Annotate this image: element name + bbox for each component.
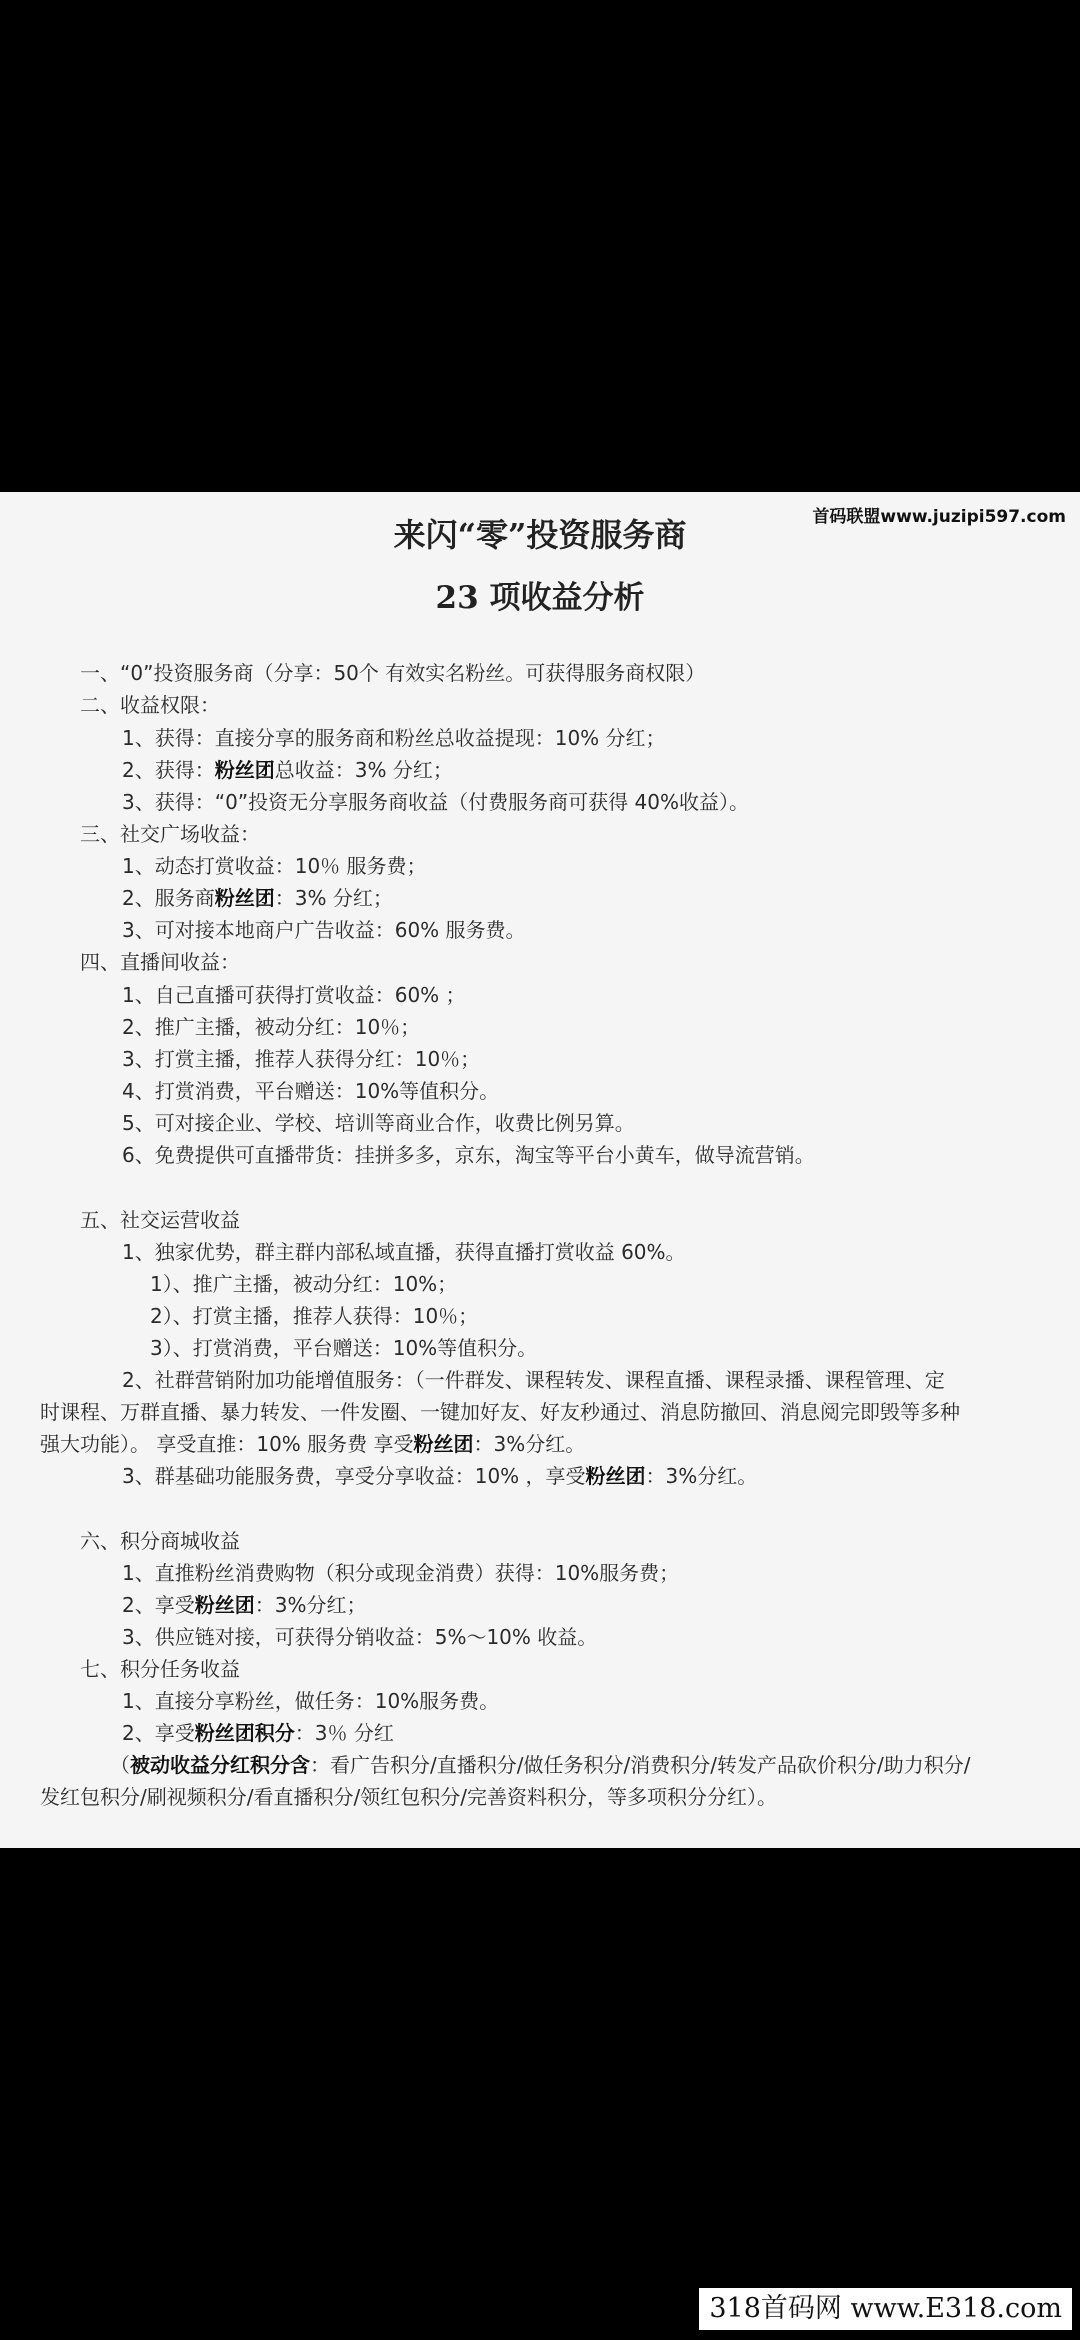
- text-segment: 2）、打赏主播，推荐人获得：10％；: [150, 1304, 479, 1328]
- text-segment: 六、积分商城收益: [80, 1529, 240, 1553]
- bold-text: 粉丝团: [413, 1432, 474, 1456]
- document-title: 来闪“零”投资服务商: [393, 516, 687, 554]
- text-segment: 1、获得：直接分享的服务商和粉丝总收益提现：10% 分红；: [122, 726, 666, 750]
- text-line: [122, 1238, 686, 1266]
- text-segment: 2、享受: [122, 1593, 195, 1617]
- document-image: [0, 492, 1080, 1848]
- text-segment: 1、独家优势，群主群内部私域直播，获得直播打赏收益 60%。: [122, 1240, 686, 1264]
- text-segment: 2、享受: [122, 1721, 195, 1745]
- text-line: [80, 1655, 240, 1683]
- text-line: [80, 948, 240, 976]
- text-line: [122, 884, 393, 912]
- top-black-area: [0, 0, 1080, 492]
- text-segment: 4、打赏消费，平台赠送：10%等值积分。: [122, 1079, 500, 1103]
- text-line: [122, 981, 466, 1009]
- bold-text: 粉丝团: [214, 758, 275, 782]
- text-segment: 发红包积分/刷视频积分/看直播积分/领红包积分/完善资料积分，等多项积分分红）。: [40, 1785, 777, 1809]
- text-segment: 6、免费提供可直播带货：挂拼多多，京东，淘宝等平台小黄车，做导流营销。: [122, 1143, 815, 1167]
- document-subtitle: 23 项收益分析: [435, 580, 645, 616]
- text-line: [122, 1013, 420, 1041]
- bottom-black-area: [0, 1848, 1080, 2340]
- text-segment: 1、动态打赏收益：10％ 服务费；: [122, 854, 427, 878]
- bold-text: 粉丝团积分: [194, 1721, 295, 1745]
- top-watermark: 首码联盟www.juzipi597.com: [812, 507, 1066, 527]
- text-line: [122, 1045, 480, 1073]
- text-segment: 2、社群营销附加功能增值服务：（一件群发、课程转发、课程直播、课程录播、课程管理、定: [122, 1368, 945, 1392]
- text-segment: 3、供应链对接，可获得分销收益：5%～10% 收益。: [122, 1625, 598, 1649]
- text-segment: ：3%分红。: [645, 1464, 758, 1488]
- text-segment: ：看广告积分/直播积分/做任务积分/消费积分/转发产品砍价积分/助力积分/: [310, 1753, 971, 1777]
- text-segment: 5、可对接企业、学校、培训等商业合作，收费比例另算。: [122, 1111, 635, 1135]
- text-segment: 三、社交广场收益：: [80, 822, 260, 846]
- text-line: [80, 1527, 240, 1555]
- text-segment: 3、群基础功能服务费，享受分享收益：10% ，享受: [122, 1464, 586, 1488]
- text-segment: ：3%分红；: [254, 1593, 367, 1617]
- text-line: [150, 1302, 478, 1330]
- text-line: [122, 1141, 815, 1169]
- text-segment: ：3% 分红；: [274, 886, 393, 910]
- text-line: [122, 1591, 366, 1619]
- text-segment: ：3％ 分红: [294, 1721, 394, 1745]
- text-segment: 1、直推粉丝消费购物（积分或现金消费）获得：10%服务费；: [122, 1561, 680, 1585]
- text-line: [122, 1559, 679, 1587]
- text-line: [150, 1270, 457, 1298]
- text-segment: 3、获得：“0”投资无分享服务商收益（付费服务商可获得 40%收益）。: [122, 790, 749, 814]
- bottom-watermark: 318首码网 www.E318.com: [699, 2288, 1072, 2330]
- text-segment: 1）、推广主播，被动分红：10%；: [150, 1272, 458, 1296]
- bold-text: 被动收益分红积分含: [130, 1753, 310, 1777]
- text-segment: 二、收益权限：: [80, 693, 220, 717]
- text-segment: 2、获得：: [122, 758, 215, 782]
- text-line: [122, 788, 749, 816]
- bold-text: 粉丝团: [585, 1464, 646, 1488]
- text-line: [80, 659, 705, 687]
- text-segment: 1、直接分享粉丝，做任务：10%服务费。: [122, 1689, 500, 1713]
- bold-text: 粉丝团: [194, 1593, 255, 1617]
- text-line: [40, 1430, 585, 1458]
- text-segment: 七、积分任务收益: [80, 1657, 240, 1681]
- bold-text: 粉丝团: [214, 886, 275, 910]
- text-line: [80, 1206, 240, 1234]
- text-line: [122, 756, 453, 784]
- text-line: [150, 1334, 537, 1362]
- text-line: [40, 1783, 777, 1811]
- text-line: [122, 1462, 757, 1490]
- text-segment: 2、服务商: [122, 886, 215, 910]
- text-line: [80, 691, 220, 719]
- text-segment: 总收益：3% 分红；: [274, 758, 453, 782]
- text-segment: 3、可对接本地商户广告收益：60% 服务费。: [122, 918, 526, 942]
- text-line: [122, 724, 666, 752]
- text-line: [122, 1687, 499, 1715]
- text-segment: 四、直播间收益：: [80, 950, 240, 974]
- text-segment: ：3%分红。: [473, 1432, 586, 1456]
- text-segment: 3、打赏主播，推荐人获得分红：10％；: [122, 1047, 481, 1071]
- text-line: [122, 1077, 499, 1105]
- text-line: [80, 820, 260, 848]
- text-line: [122, 916, 526, 944]
- text-line: [122, 852, 427, 880]
- text-segment: 3）、打赏消费，平台赠送：10%等值积分。: [150, 1336, 538, 1360]
- text-line: [110, 1751, 970, 1779]
- text-line: [122, 1623, 597, 1651]
- text-segment: 五、社交运营收益: [80, 1208, 240, 1232]
- text-segment: （: [110, 1753, 130, 1777]
- text-segment: 2、推广主播，被动分红：10％；: [122, 1015, 421, 1039]
- text-line: [40, 1398, 960, 1426]
- text-line: [122, 1719, 394, 1747]
- text-line: [122, 1109, 635, 1137]
- text-segment: 强大功能）。 享受直推：10% 服务费 享受: [40, 1432, 414, 1456]
- text-segment: 1、自己直播可获得打赏收益：60% ；: [122, 983, 466, 1007]
- text-line: [122, 1366, 945, 1394]
- text-segment: 一、“0”投资服务商（分享：50个 有效实名粉丝。可获得服务商权限）: [80, 661, 706, 685]
- text-segment: 时课程、万群直播、暴力转发、一件发圈、一键加好友、好友秒通过、消息防撤回、消息阅完即毁等多种: [40, 1400, 960, 1424]
